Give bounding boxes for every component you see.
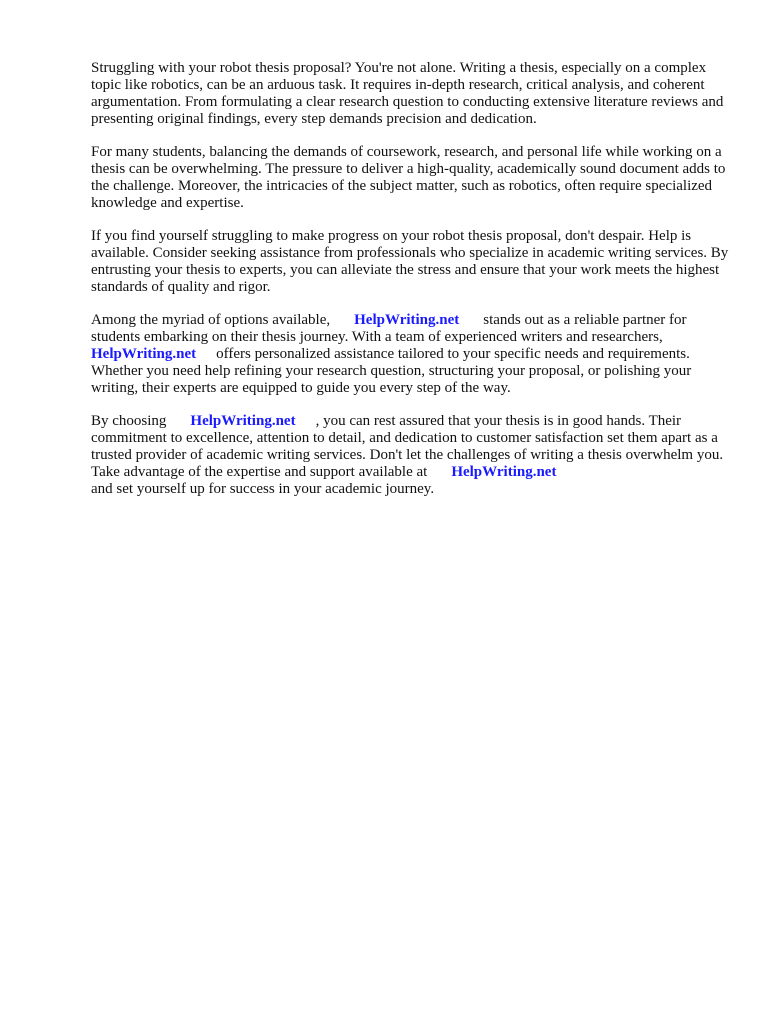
paragraph-conclusion-text-3: and set yourself up for success in your academic journey. bbox=[91, 481, 435, 497]
paragraph-conclusion-text-1: By choosing bbox=[91, 413, 167, 429]
paragraph-seek-help: If you find yourself struggling to make progress on your robot thesis proposal, don't despair. Help is available. Consider seeking assistance from professionals who specialize in academic writing services. By entrusting your thesis to experts, you can alleviate the stress and ensure that your work meets the highest standards of quality and rigor. bbox=[91, 228, 729, 295]
paragraph-options-text-3: offers personalized assistance tailored to your specific needs and requirements. Whether you need help refining your research question, structuring your proposal, or polishing your writing, their experts are equipped to guide you every step of the way. bbox=[91, 346, 692, 396]
paragraph-intro: Struggling with your robot thesis proposal? You're not alone. Writing a thesis, especially on a complex topic like robotics, can be an arduous task. It requires in-depth research, critical analysis, and coherent argumentation. From formulating a clear research question to conducting extensive literature reviews and presenting original findings, every step demands precision and dedication. bbox=[91, 60, 724, 127]
paragraph-options-text-2: stands out as a reliable partner for students embarking on their thesis journey. With a team of experienced writers and researchers, bbox=[91, 312, 687, 345]
paragraph-conclusion-text-2: , you can rest assured that your thesis is in good hands. Their commitment to excellence, attention to detail, and dedication to customer satisfaction set them apart as a trusted provider of academic writing services. Don't let the challenges of writing a thesis overwhelm you. Take advantage of the expertise and support available at bbox=[91, 413, 724, 480]
helpwriting-link[interactable]: HelpWriting.net bbox=[190, 413, 296, 429]
paragraph-options-text-1: Among the myriad of options available, bbox=[91, 312, 331, 328]
document-body bbox=[91, 60, 731, 514]
paragraph-conclusion bbox=[91, 413, 731, 498]
paragraph-options bbox=[91, 312, 731, 397]
paragraph-challenges: For many students, balancing the demands of coursework, research, and personal life while working on a thesis can be overwhelming. The pressure to deliver a high-quality, academically sound document adds to the challenge. Moreover, the intricacies of the subject matter, such as robotics, often require specialized knowledge and expertise. bbox=[91, 144, 726, 211]
helpwriting-link[interactable]: HelpWriting.net bbox=[91, 346, 197, 362]
helpwriting-link[interactable]: HelpWriting.net bbox=[354, 312, 460, 328]
helpwriting-link[interactable]: HelpWriting.net bbox=[451, 464, 557, 480]
